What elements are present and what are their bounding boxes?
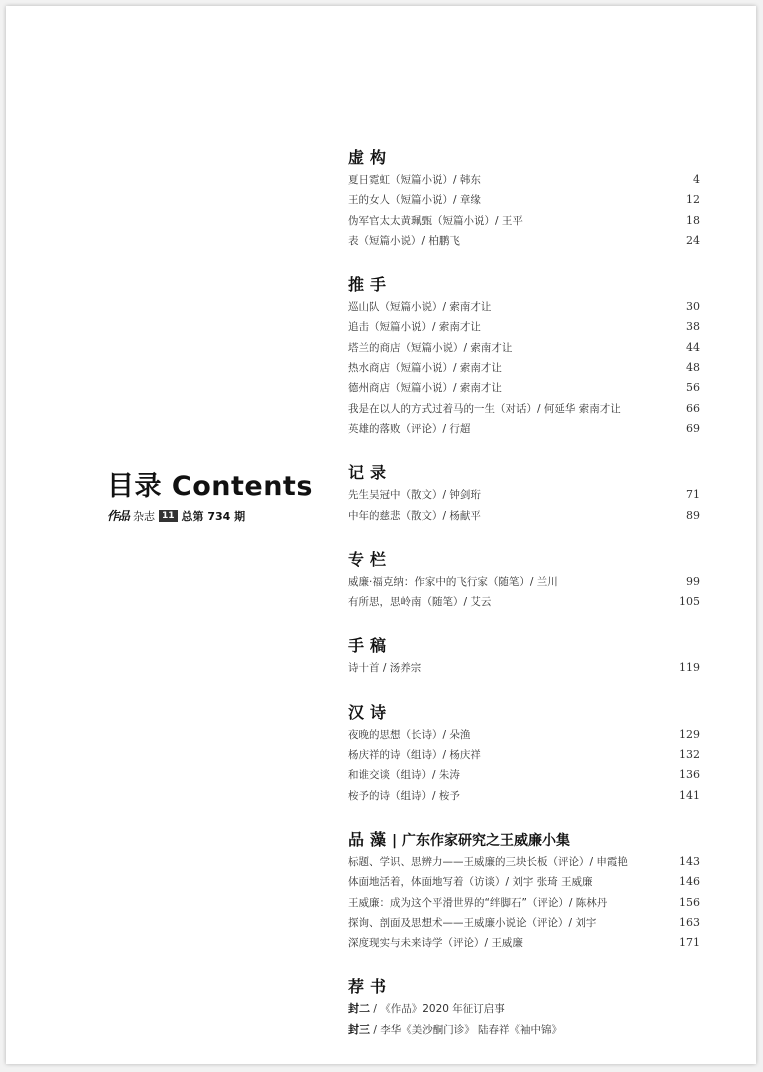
toc-entry bbox=[348, 933, 700, 953]
entry-title: 探询、剖面及思想术——王威廉小说论（评论）/ 刘宇 bbox=[348, 916, 597, 929]
entry-title: 表（短篇小说）/ 柏鹏飞 bbox=[348, 234, 460, 247]
toc-entry bbox=[348, 786, 700, 806]
toc-section bbox=[348, 975, 700, 1040]
entry-title: 和谁交谈（组诗）/ 朱涛 bbox=[348, 769, 460, 782]
toc-entry bbox=[348, 852, 700, 872]
entry-page-number: 56 bbox=[686, 381, 700, 395]
toc-entry bbox=[348, 231, 700, 251]
section-heading-text: 品藻 bbox=[348, 829, 393, 849]
entry-title: 威廉·福克纳：作家中的飞行家（随笔）/ 兰川 bbox=[348, 575, 558, 588]
section-heading bbox=[348, 975, 700, 999]
entry-page-number: 12 bbox=[686, 193, 700, 207]
entry-page-number: 141 bbox=[679, 788, 700, 802]
entry-page-number: 156 bbox=[679, 895, 700, 909]
entry-text bbox=[348, 297, 491, 317]
entry-title: 追击（短篇小说）/ 索南才让 bbox=[348, 321, 481, 334]
entry-text bbox=[348, 211, 523, 231]
contents-title-block bbox=[107, 464, 327, 524]
entry-text bbox=[348, 592, 491, 612]
toc-entry bbox=[348, 893, 700, 913]
magazine-label: 杂志 bbox=[133, 509, 156, 523]
entry-title: 巡山队（短篇小说）/ 索南才让 bbox=[348, 301, 492, 314]
entry-label: 封二 bbox=[348, 1002, 370, 1016]
entry-text bbox=[348, 231, 460, 251]
entry-title: 中年的慈悲（散文）/ 杨献平 bbox=[348, 509, 481, 522]
entry-title: 德州商店（短篇小说）/ 索南才让 bbox=[348, 382, 502, 395]
entry-text bbox=[348, 913, 596, 933]
toc-entry bbox=[348, 211, 700, 231]
toc-entry bbox=[348, 338, 700, 358]
entry-text bbox=[348, 358, 502, 378]
entry-title: 桉予的诗（组诗）/ 桉予 bbox=[348, 789, 460, 802]
entry-page-number: 132 bbox=[679, 748, 700, 762]
entry-text bbox=[348, 485, 481, 505]
toc-entry bbox=[348, 572, 700, 592]
entry-page-number: 143 bbox=[679, 854, 700, 868]
entry-text bbox=[348, 1020, 562, 1040]
toc-section bbox=[348, 634, 700, 678]
toc-entry bbox=[348, 999, 700, 1019]
entry-text bbox=[348, 725, 470, 745]
entry-text bbox=[348, 786, 460, 806]
entry-page-number: 38 bbox=[686, 320, 700, 334]
toc-entry bbox=[348, 317, 700, 337]
entry-title: 夏日霓虹（短篇小说）/ 韩东 bbox=[348, 174, 481, 186]
toc-entry bbox=[348, 765, 700, 785]
toc-section bbox=[348, 828, 700, 953]
entry-title: 诗十首 / 汤养宗 bbox=[348, 662, 422, 675]
entry-page-number: 99 bbox=[686, 574, 700, 588]
toc-entry bbox=[348, 297, 700, 317]
entry-title: 杨庆祥的诗（组诗）/ 杨庆祥 bbox=[348, 749, 481, 762]
toc-entry bbox=[348, 913, 700, 933]
toc-entry bbox=[348, 872, 700, 892]
toc-section bbox=[348, 548, 700, 613]
section-heading bbox=[348, 461, 700, 485]
entry-title: 英雄的落败（评论）/ 行超 bbox=[348, 422, 471, 435]
entry-title: / 《作品》2020 年征订启事 bbox=[370, 1003, 505, 1016]
toc-section bbox=[348, 273, 700, 439]
toc-entry bbox=[348, 190, 700, 210]
toc-entry bbox=[348, 170, 700, 190]
section-heading-text: 手稿 bbox=[348, 636, 393, 656]
entry-page-number: 105 bbox=[679, 595, 700, 609]
entry-text bbox=[348, 419, 470, 439]
entry-title: 体面地活着，体面地写着（访谈）/ 刘宇 张琦 王威廉 bbox=[348, 876, 593, 889]
entry-page-number: 136 bbox=[679, 768, 700, 782]
entry-title: 有所思，思岭南（随笔）/ 艾云 bbox=[348, 596, 492, 609]
toc-entry bbox=[348, 592, 700, 612]
section-heading bbox=[348, 701, 700, 725]
entry-text bbox=[348, 317, 481, 337]
entry-text bbox=[348, 378, 502, 398]
entry-text bbox=[348, 765, 460, 785]
toc-entry bbox=[348, 658, 700, 678]
section-heading-text: 汉诗 bbox=[348, 702, 393, 722]
page-title: 目录 Contents bbox=[107, 471, 313, 502]
entry-page-number: 18 bbox=[686, 213, 700, 227]
toc-entry bbox=[348, 378, 700, 398]
entry-label: 封三 bbox=[348, 1022, 370, 1036]
entry-text bbox=[348, 338, 512, 358]
section-heading-text: 记录 bbox=[348, 463, 393, 483]
entry-text bbox=[348, 170, 481, 190]
toc-section bbox=[348, 701, 700, 806]
entry-text bbox=[348, 506, 481, 526]
entry-page-number: 119 bbox=[679, 661, 700, 675]
entry-title: 伪军官太太黄珮甄（短篇小说）/ 王平 bbox=[348, 214, 523, 227]
entry-title: / 李华《美沙酮门诊》 陆春祥《袖中锦》 bbox=[370, 1023, 563, 1036]
entry-page-number: 71 bbox=[686, 488, 700, 502]
entry-page-number: 89 bbox=[686, 508, 700, 522]
entry-title: 先生吴冠中（散文）/ 钟剑珩 bbox=[348, 489, 481, 502]
entry-page-number: 66 bbox=[686, 401, 700, 415]
entry-page-number: 163 bbox=[679, 915, 700, 929]
issue-number-badge: 11 bbox=[159, 510, 178, 522]
entry-page-number: 44 bbox=[686, 340, 700, 354]
entry-page-number: 146 bbox=[679, 875, 700, 889]
section-heading bbox=[348, 548, 700, 572]
section-subheading: | 广东作家研究之王威廉小集 bbox=[392, 832, 571, 849]
entry-page-number: 24 bbox=[686, 233, 700, 247]
toc-section bbox=[348, 461, 700, 526]
entry-text bbox=[348, 399, 621, 419]
entry-text bbox=[348, 933, 523, 953]
brand-logo: 作品 bbox=[107, 509, 130, 523]
toc-entry bbox=[348, 485, 700, 505]
toc-entry bbox=[348, 399, 700, 419]
entry-title: 深度现实与未来诗学（评论）/ 王威廉 bbox=[348, 937, 523, 950]
entry-page-number: 129 bbox=[679, 727, 700, 741]
toc-entry bbox=[348, 506, 700, 526]
entry-text bbox=[348, 999, 505, 1019]
entry-text bbox=[348, 190, 481, 210]
section-heading-text: 推手 bbox=[348, 275, 393, 295]
entry-text bbox=[348, 893, 607, 913]
toc-entry bbox=[348, 419, 700, 439]
entry-title: 热水商店（短篇小说）/ 索南才让 bbox=[348, 362, 502, 375]
entry-page-number: 69 bbox=[686, 421, 700, 435]
entry-page-number: 4 bbox=[693, 173, 700, 186]
toc-section bbox=[348, 146, 700, 251]
toc-entry bbox=[348, 725, 700, 745]
section-heading bbox=[348, 146, 700, 170]
section-heading-text: 荐书 bbox=[348, 977, 393, 997]
entry-text bbox=[348, 852, 628, 872]
entry-text bbox=[348, 745, 481, 765]
entry-title: 夜晚的思想（长诗）/ 朵渔 bbox=[348, 728, 471, 741]
section-heading bbox=[348, 273, 700, 297]
entry-title: 王威廉：成为这个平滑世界的“绊脚石”（评论）/ 陈林丹 bbox=[348, 896, 608, 909]
section-heading bbox=[348, 828, 700, 852]
issue-line bbox=[107, 507, 327, 524]
entry-title: 王的女人（短篇小说）/ 章缘 bbox=[348, 194, 481, 207]
entry-title: 我是在以人的方式过着马的一生（对话）/ 何延华 索南才让 bbox=[348, 402, 621, 415]
entry-page-number: 30 bbox=[686, 300, 700, 314]
table-of-contents bbox=[348, 146, 700, 1062]
entry-text bbox=[348, 658, 421, 678]
entry-text bbox=[348, 872, 593, 892]
toc-entry bbox=[348, 745, 700, 765]
toc-entry bbox=[348, 1020, 700, 1040]
entry-page-number: 48 bbox=[686, 361, 700, 375]
entry-title: 标题、学识、思辨力——王威廉的三块长板（评论）/ 申霞艳 bbox=[348, 855, 628, 868]
total-issue-label: 总第 734 期 bbox=[181, 509, 246, 523]
entry-page-number: 171 bbox=[679, 936, 700, 950]
contents-page bbox=[6, 6, 756, 1064]
section-heading-text: 虚构 bbox=[348, 148, 393, 167]
section-heading-text: 专栏 bbox=[348, 549, 393, 569]
toc-entry bbox=[348, 358, 700, 378]
section-heading bbox=[348, 634, 700, 658]
entry-text bbox=[348, 572, 558, 592]
entry-title: 塔兰的商店（短篇小说）/ 索南才让 bbox=[348, 341, 513, 354]
